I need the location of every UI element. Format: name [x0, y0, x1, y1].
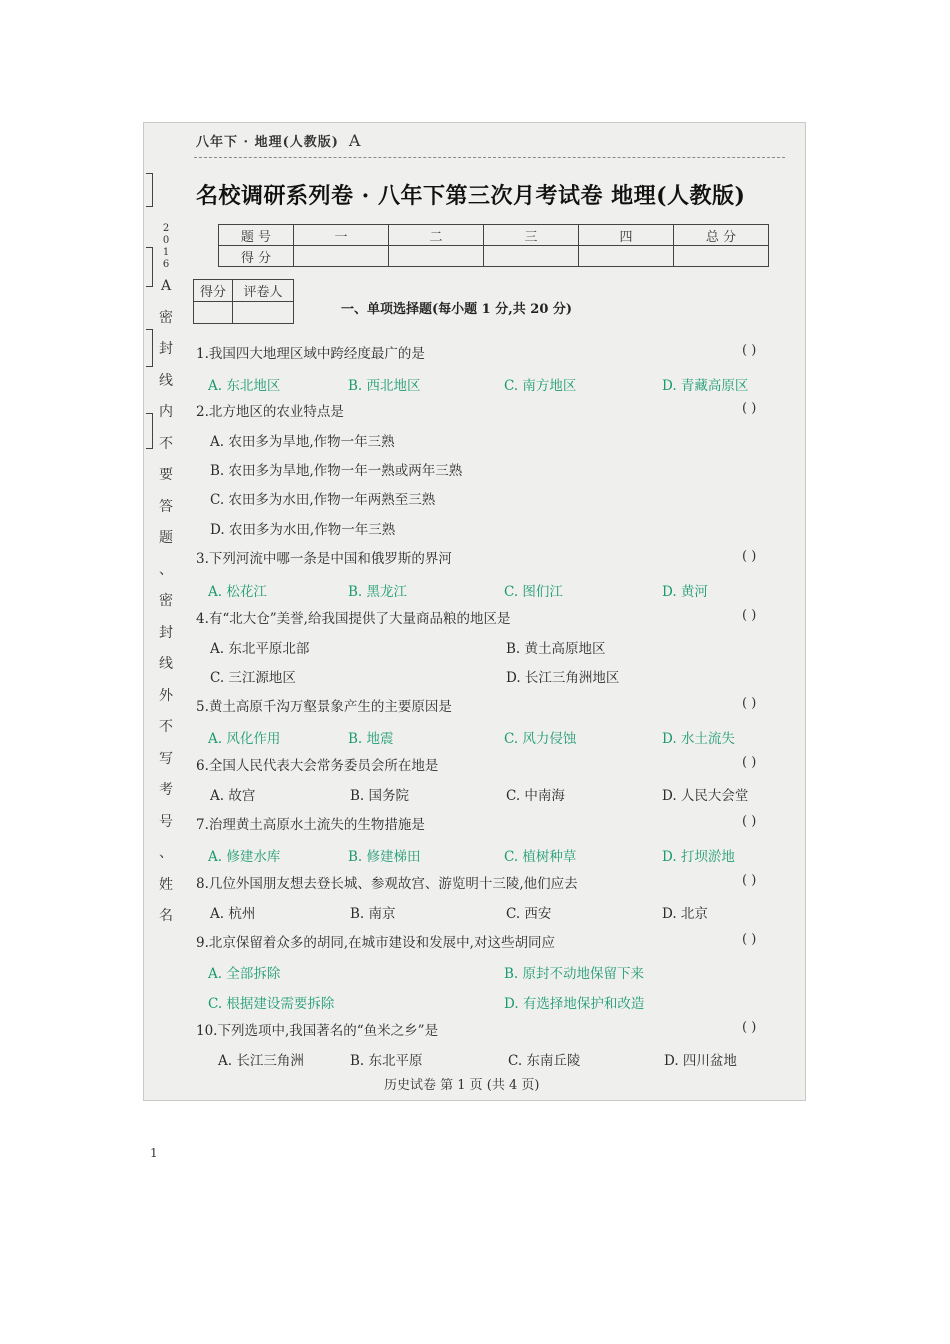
- score-header-cell: 三: [484, 225, 579, 246]
- answer-blank[interactable]: ( ): [742, 873, 757, 888]
- question-stem: 2.北方地区的农业特点是: [196, 404, 344, 420]
- answer-blank[interactable]: ( ): [742, 343, 757, 358]
- answer-blank[interactable]: ( ): [742, 608, 757, 623]
- question-stem: 7.治理黄土高原水土流失的生物措施是: [196, 817, 425, 833]
- answer-blank[interactable]: ( ): [742, 814, 757, 829]
- score-cell[interactable]: [674, 246, 769, 267]
- answer-blank[interactable]: ( ): [742, 696, 757, 711]
- option: A. 风化作用: [208, 731, 281, 747]
- seal-char: 名: [159, 908, 173, 924]
- option: D. 四川盆地: [664, 1053, 737, 1069]
- score-header-cell: 一: [294, 225, 389, 246]
- answer-blank[interactable]: ( ): [742, 1020, 757, 1035]
- option: D. 打坝淤地: [662, 849, 735, 865]
- section-title: 一、单项选择题(每小题 1 分,共 20 分): [341, 302, 573, 317]
- option: C. 南方地区: [504, 378, 577, 394]
- seal-char: 密: [159, 309, 173, 326]
- score-header-cell: 总 分: [674, 225, 769, 246]
- option: C. 东南丘陵: [508, 1053, 581, 1069]
- exam-title: 名校调研系列卷 · 八年下第三次月考试卷 地理(人教版): [196, 183, 746, 209]
- option: B. 国务院: [350, 788, 410, 804]
- question-stem: 1.我国四大地理区域中跨经度最广的是: [196, 346, 425, 362]
- option: D. 人民大会堂: [662, 788, 749, 804]
- seal-char: 号: [159, 813, 173, 830]
- score-header-cell: 题 号: [219, 225, 294, 246]
- option: C. 三江源地区: [210, 670, 296, 686]
- seal-char: 题: [159, 530, 173, 546]
- score-header-cell: 二: [389, 225, 484, 246]
- option: D. 有选择地保护和改造: [504, 996, 645, 1012]
- score-header-cell: 四: [579, 225, 674, 246]
- scanned-exam-page: [143, 122, 806, 1101]
- option: C. 农田多为水田,作物一年两熟至三熟: [210, 492, 436, 508]
- option: D. 水土流失: [662, 731, 735, 747]
- seal-char: 线: [159, 372, 173, 389]
- option: C. 植树种草: [504, 849, 577, 865]
- seal-char: 封: [159, 624, 173, 641]
- score-row-label: 得 分: [219, 246, 294, 267]
- option: A. 东北平原北部: [210, 641, 310, 657]
- option: A. 松花江: [208, 584, 267, 600]
- option: A. 东北地区: [208, 378, 281, 394]
- running-header: [196, 131, 361, 150]
- option: A. 修建水库: [208, 849, 281, 865]
- option: A. 故宫: [210, 788, 256, 804]
- question-stem: 10.下列选项中,我国著名的“鱼米之乡”是: [196, 1023, 439, 1039]
- question-stem: 3.下列河流中哪一条是中国和俄罗斯的界河: [196, 551, 452, 567]
- option: A. 长江三角洲: [218, 1053, 304, 1069]
- option: B. 西北地区: [348, 378, 421, 394]
- seal-line-notice: [152, 223, 180, 933]
- option: D. 黄河: [662, 584, 708, 600]
- seal-char: 密: [159, 593, 173, 609]
- option: D. 北京: [662, 906, 708, 922]
- score-cell[interactable]: [484, 246, 579, 267]
- option: B. 东北平原: [350, 1053, 423, 1069]
- grader-name-label: 评卷人: [233, 280, 294, 302]
- option: C. 中南海: [506, 788, 565, 804]
- seal-char: 外: [159, 687, 173, 704]
- question-stem: 6.全国人民代表大会常务委员会所在地是: [196, 758, 439, 774]
- option: B. 黄土高原地区: [506, 641, 606, 657]
- option: D. 长江三角洲地区: [506, 670, 620, 686]
- option: C. 根据建设需要拆除: [208, 996, 335, 1012]
- seal-char: 考: [159, 782, 173, 798]
- seal-char: 答: [159, 498, 173, 515]
- score-cell[interactable]: [579, 246, 674, 267]
- option: C. 图们江: [504, 584, 563, 600]
- option: A. 全部拆除: [208, 966, 281, 982]
- year-vertical: 2 0 1 6: [162, 223, 170, 270]
- question-stem: 4.有“北大仓”美誉,给我国提供了大量商品粮的地区是: [196, 611, 511, 627]
- question-stem: 8.几位外国朋友想去登长城、参观故宫、游览明十三陵,他们应去: [196, 876, 578, 892]
- option: C. 西安: [506, 906, 552, 922]
- option: B. 农田多为旱地,作物一年一熟或两年三熟: [210, 463, 463, 479]
- answer-blank[interactable]: ( ): [742, 932, 757, 947]
- option: B. 地震: [348, 731, 394, 747]
- seal-char: 内: [159, 404, 173, 420]
- option: B. 原封不动地保留下来: [504, 966, 645, 982]
- header-version: A: [348, 131, 362, 150]
- seal-char: 不: [159, 719, 173, 735]
- seal-char: 封: [159, 341, 173, 357]
- seal-char: 写: [159, 750, 173, 767]
- answer-blank[interactable]: ( ): [742, 549, 757, 564]
- question-stem: 5.黄土高原千沟万壑景象产生的主要原因是: [196, 699, 452, 715]
- option: D. 农田多为水田,作物一年三熟: [210, 522, 396, 538]
- seal-char: A: [160, 278, 172, 294]
- header-label: 八年下 · 地理(人教版): [196, 135, 339, 150]
- option: D. 青藏高原区: [662, 378, 749, 394]
- page-number: 1: [150, 1146, 158, 1160]
- seal-char: 、: [159, 845, 173, 861]
- question-stem: 9.北京保留着众多的胡同,在城市建设和发展中,对这些胡同应: [196, 935, 555, 951]
- header-divider: [194, 157, 785, 158]
- option: A. 杭州: [210, 906, 256, 922]
- score-table: [218, 224, 769, 267]
- binding-bracket: [146, 173, 153, 207]
- grader-score-cell[interactable]: [194, 302, 233, 324]
- grader-name-cell[interactable]: [233, 302, 294, 324]
- answer-blank[interactable]: ( ): [742, 755, 757, 770]
- seal-char: 要: [159, 467, 173, 483]
- answer-blank[interactable]: ( ): [742, 401, 757, 416]
- option: B. 修建梯田: [348, 849, 421, 865]
- score-cell[interactable]: [294, 246, 389, 267]
- seal-char: 线: [159, 656, 173, 672]
- option: C. 风力侵蚀: [504, 731, 577, 747]
- seal-char: 不: [159, 435, 173, 452]
- option: B. 南京: [350, 906, 396, 922]
- page-footer: 历史试卷 第 1 页 (共 4 页): [384, 1078, 540, 1093]
- option: B. 黑龙江: [348, 584, 408, 600]
- seal-char: 姓: [159, 876, 173, 893]
- option: A. 农田多为旱地,作物一年三熟: [210, 434, 395, 450]
- grader-score-label: 得分: [194, 280, 233, 302]
- seal-char: 、: [159, 561, 173, 578]
- grader-box: [193, 279, 294, 324]
- score-cell[interactable]: [389, 246, 484, 267]
